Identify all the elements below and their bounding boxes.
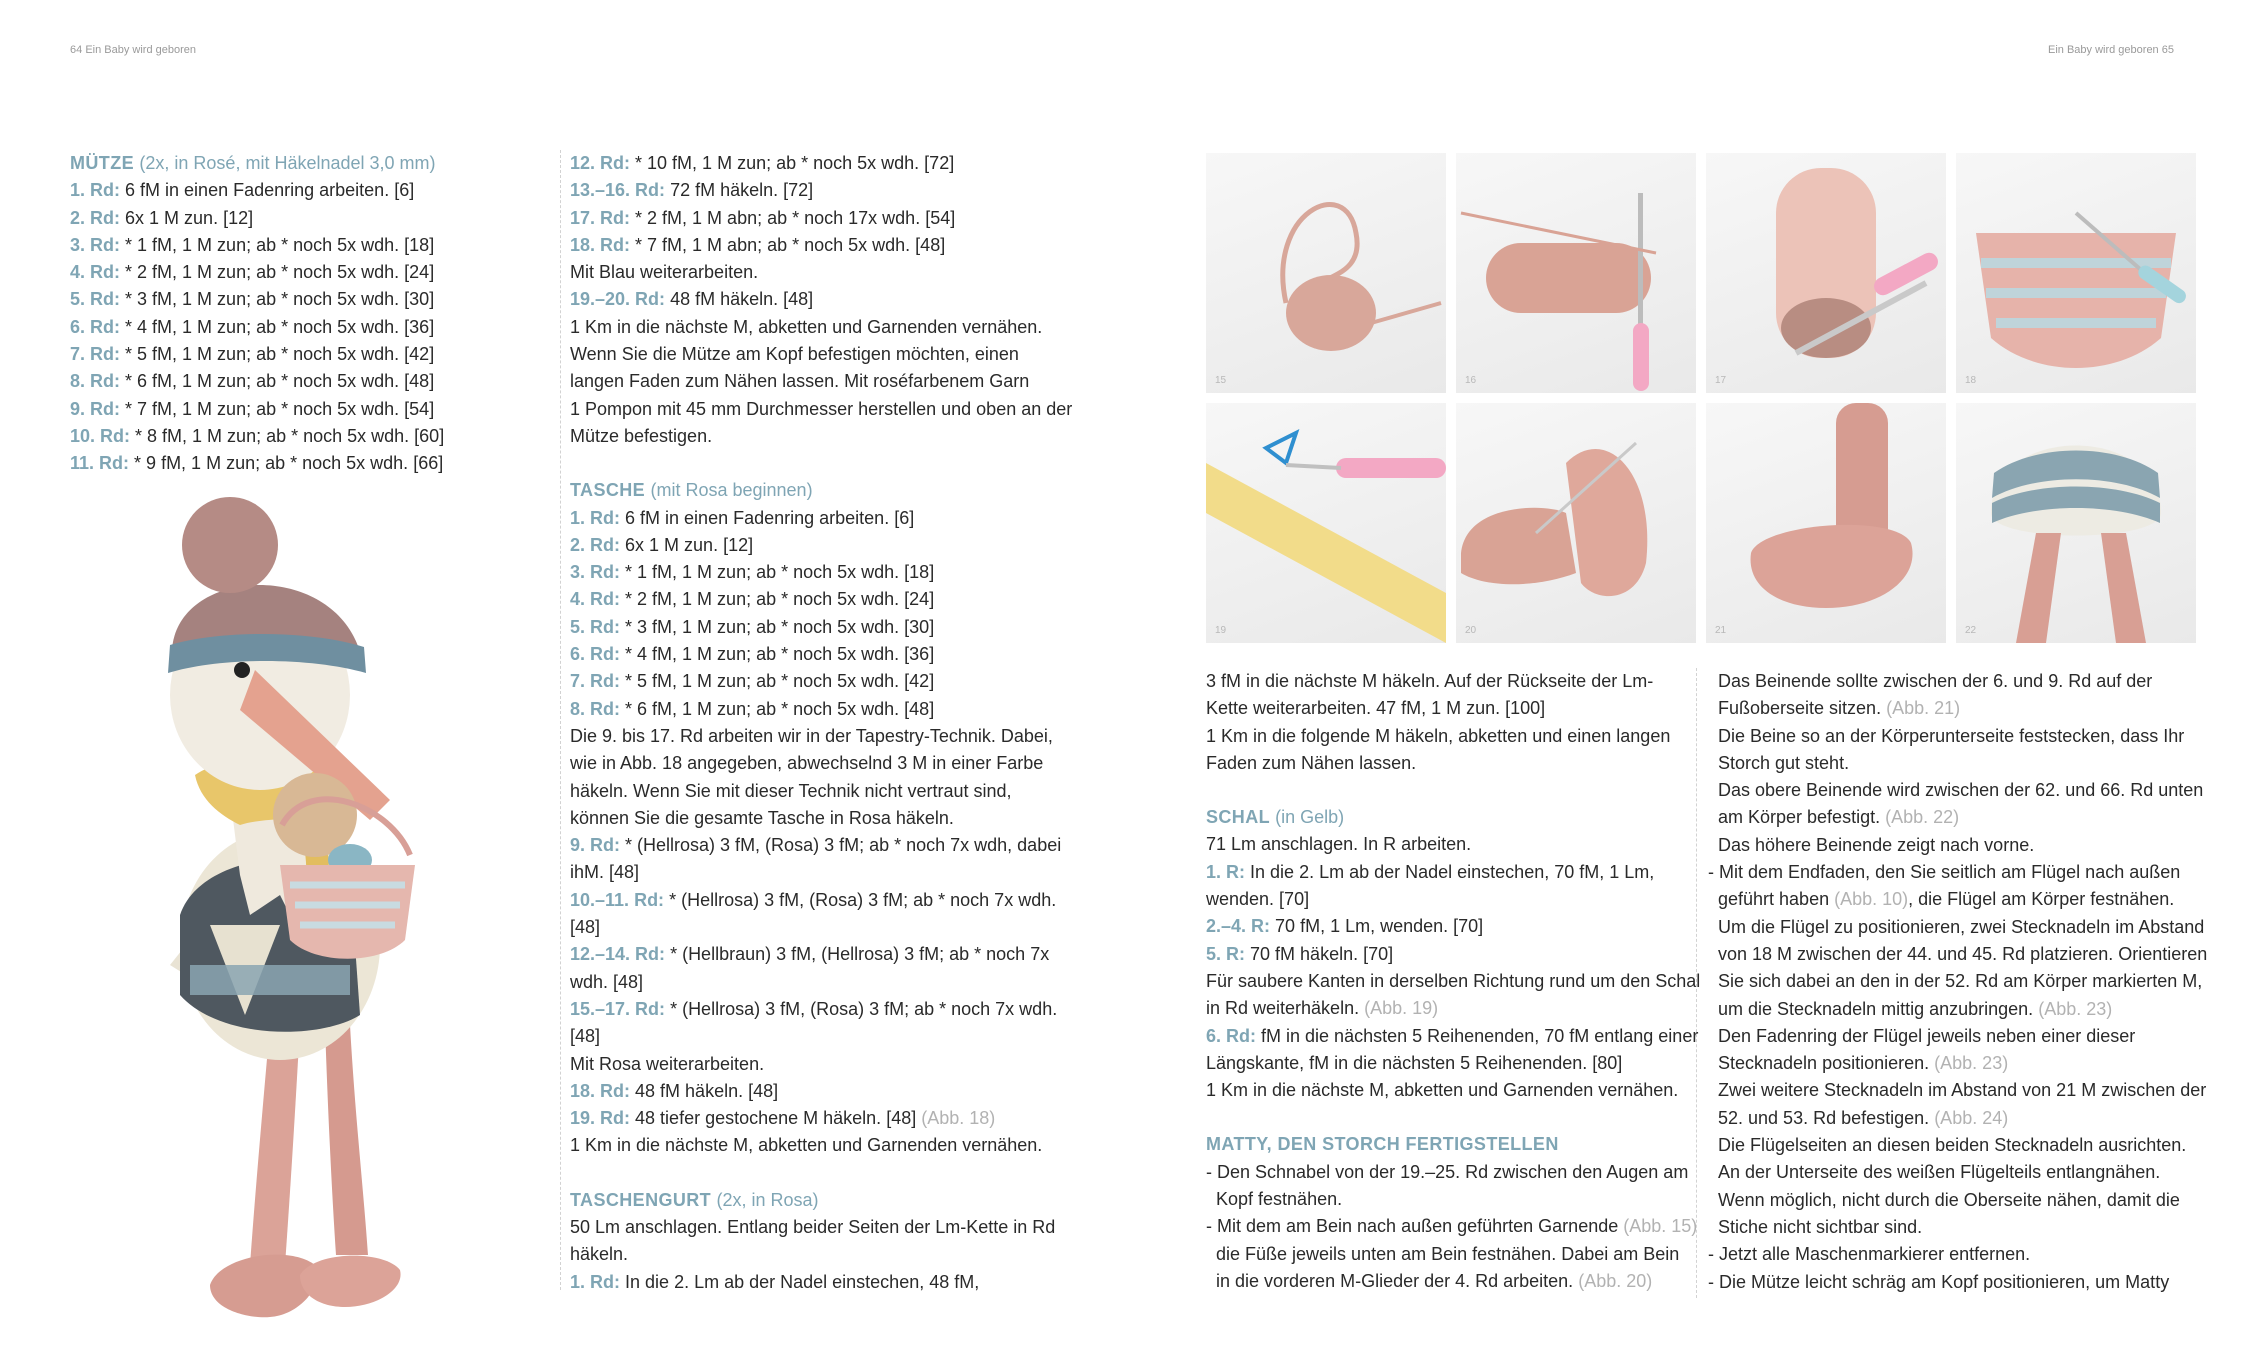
foot-needle-icon	[1456, 403, 1696, 643]
figure-reference: (Abb. 21)	[1886, 698, 1961, 719]
matty-heading: MATTY, DEN STORCH FERTIGSTELLEN	[1206, 1134, 1559, 1155]
page-number-left: 64	[70, 44, 83, 56]
instruction-line: Die Flügelseiten an diesen beiden Stecknadeln ausrichten.	[1718, 1135, 2187, 1156]
muetze-row: 18. Rd: * 7 fM, 1 M abn; ab * noch 5x wdh. [48]	[570, 234, 946, 255]
instruction-line: Den Fadenring der Flügel jeweils neben einer dieser	[1718, 1025, 2136, 1046]
tasche-row: 5. Rd: * 3 fM, 1 M zun; ab * noch 5x wdh. [30]	[570, 616, 935, 637]
tasche-row: 15.–17. Rd: * (Hellrosa) 3 fM, (Rosa) 3 fM; ab * noch 7x wdh.	[570, 998, 1058, 1019]
muetze-row: 19.–20. Rd: 48 fM häkeln. [48]	[570, 289, 814, 310]
schal-row: 2.–4. R: 70 fM, 1 Lm, wenden. [70]	[1206, 916, 1484, 937]
muetze-row: 5. Rd: * 3 fM, 1 M zun; ab * noch 5x wdh. [30]	[70, 289, 435, 310]
bullet-item-cont: die Füße jeweils unten am Bein festnähen. Dabei am Bein	[1216, 1243, 1680, 1264]
muetze-row: 3. Rd: * 1 fM, 1 M zun; ab * noch 5x wdh. [18]	[70, 234, 435, 255]
bullet-item-cont: in die vorderen M-Glieder der 4. Rd arbeiten. (Abb. 20)	[1216, 1270, 1653, 1291]
color-change-note: Mit Blau weiterarbeiten.	[570, 262, 759, 283]
tasche-row-cont: [48]	[570, 917, 601, 938]
figure-reference: (Abb. 24)	[1934, 1107, 2009, 1128]
instruction-line: Die Beine so an der Körperunterseite feststecken, dass Ihr	[1718, 725, 2185, 746]
running-header-right	[2048, 44, 2174, 56]
muetze-heading: MÜTZE (2x, in Rosé, mit Häkelnadel 3,0 mm)	[70, 153, 436, 173]
photo-step-17	[1706, 153, 1946, 393]
bullet-item: - Mit dem Endfaden, den Sie seitlich am Flügel nach außen	[1708, 862, 2181, 883]
instruction-line: häkeln.	[570, 1244, 629, 1265]
bullet-item: - Die Mütze leicht schräg am Kopf positionieren, um Matty	[1708, 1271, 2170, 1292]
photo-number: 15	[1215, 375, 1227, 386]
photo-step-20	[1456, 403, 1696, 643]
schal-row: 6. Rd: fM in die nächsten 5 Reihenenden, 70 fM entlang einer	[1206, 1025, 1699, 1046]
instruction-line: 1 Km in die nächste M, abketten und Garnenden vernähen.	[570, 316, 1043, 337]
instruction-line: Das obere Beinende wird zwischen der 62. und 66. Rd unten	[1718, 780, 2204, 801]
instruction-line: Fußoberseite sitzen. (Abb. 21)	[1718, 698, 1961, 719]
instruction-line: Das höhere Beinende zeigt nach vorne.	[1718, 834, 2035, 855]
tasche-row: 19. Rd: 48 tiefer gestochene M häkeln. [48] (Abb. 18)	[570, 1108, 996, 1129]
schal-row: 5. R: 70 fM häkeln. [70]	[1206, 943, 1394, 964]
instruction-line: Mütze befestigen.	[570, 425, 713, 446]
photo-step-19	[1206, 403, 1446, 643]
instruction-line: häkeln. Wenn Sie mit dieser Technik nicht vertraut sind,	[570, 780, 1012, 801]
column-muetze	[70, 150, 444, 478]
photo-step-22	[1956, 403, 2196, 643]
muetze-row: 4. Rd: * 2 fM, 1 M zun; ab * noch 5x wdh. [24]	[70, 262, 435, 283]
instruction-line: Storch gut steht.	[1718, 752, 1850, 773]
tasche-row-cont: wdh. [48]	[570, 971, 644, 992]
schal-row-cont: wenden. [70]	[1206, 889, 1310, 910]
schal-heading: SCHAL (in Gelb)	[1206, 807, 1345, 828]
muetze-row: 8. Rd: * 6 fM, 1 M zun; ab * noch 5x wdh. [48]	[70, 371, 435, 392]
instruction-line: langen Faden zum Nähen lassen. Mit roséfarbenem Garn	[570, 371, 1030, 392]
bullet-item: - Jetzt alle Maschenmarkierer entfernen.	[1708, 1244, 2031, 1265]
figure-reference: (Abb. 15)	[1623, 1216, 1698, 1237]
bullet-item: - Mit dem am Bein nach außen geführten Garnende (Abb. 15)	[1206, 1216, 1698, 1237]
gurt-row: 1. Rd: In die 2. Lm ab der Nadel einstechen, 48 fM,	[570, 1271, 980, 1292]
photo-number: 22	[1965, 625, 1977, 636]
yellow-strip-marker-icon	[1206, 403, 1446, 643]
instruction-line: um die Stecknadeln mittig anzubringen. (Abb. 23)	[1718, 998, 2113, 1019]
instruction-line: Faden zum Nähen lassen.	[1206, 752, 1417, 773]
instruction-line: in Rd weiterhäkeln. (Abb. 19)	[1206, 998, 1439, 1019]
instruction-line: 1 Pompon mit 45 mm Durchmesser herstellen und oben an der	[570, 398, 1073, 419]
muetze-row: 10. Rd: * 8 fM, 1 M zun; ab * noch 5x wdh. [60]	[70, 425, 445, 446]
leg-with-foot-icon	[1706, 403, 1946, 643]
photo-number: 19	[1215, 625, 1227, 636]
muetze-row: 9. Rd: * 7 fM, 1 M zun; ab * noch 5x wdh. [54]	[70, 398, 435, 419]
tasche-row: 1. Rd: 6 fM in einen Fadenring arbeiten. [6]	[570, 507, 915, 528]
tasche-row-cont: ihM. [48]	[570, 862, 640, 883]
muetze-row: 13.–16. Rd: 72 fM häkeln. [72]	[570, 180, 814, 201]
bullet-item-cont: Kopf festnähen.	[1216, 1189, 1343, 1210]
tasche-heading: TASCHE (mit Rosa beginnen)	[570, 480, 813, 501]
tasche-row: 2. Rd: 6x 1 M zun. [12]	[570, 534, 754, 555]
instruction-line: von 18 M zwischen der 44. und 45. Rd platzieren. Orientieren	[1718, 943, 2208, 964]
photo-number: 18	[1965, 375, 1977, 386]
running-header-left	[70, 44, 196, 56]
column-fertigstellen	[1708, 668, 2207, 1296]
instruction-line: können Sie die gesamte Tasche in Rosa häkeln.	[570, 807, 954, 828]
column-separator	[1696, 668, 1697, 1298]
photo-number: 17	[1715, 375, 1727, 386]
column-schal	[1206, 668, 1700, 1295]
instruction-line: Wenn möglich, nicht durch die Oberseite nähen, damit die	[1718, 1189, 2180, 1210]
figure-reference: (Abb. 19)	[1364, 998, 1439, 1019]
color-change-note: Mit Rosa weiterarbeiten.	[570, 1053, 765, 1074]
instruction-line: 1 Km in die folgende M häkeln, abketten und einen langen	[1206, 725, 1671, 746]
instruction-line: Wenn Sie die Mütze am Kopf befestigen möchten, einen	[570, 344, 1019, 365]
tapestry-basket-icon	[1956, 153, 2196, 393]
bullet-item: - Den Schnabel von der 19.–25. Rd zwischen den Augen am	[1206, 1161, 1689, 1182]
instruction-line: Sie sich dabei an den in der 52. Rd am Körper markierten M,	[1718, 971, 2203, 992]
instruction-line: 3 fM in die nächste M häkeln. Auf der Rückseite der Lm-	[1206, 671, 1654, 691]
instruction-line: 50 Lm anschlagen. Entlang beider Seiten der Lm-Kette in Rd	[570, 1216, 1056, 1237]
photo-step-21	[1706, 403, 1946, 643]
muetze-row: 1. Rd: 6 fM in einen Fadenring arbeiten. [6]	[70, 180, 415, 201]
figure-reference: (Abb. 18)	[921, 1108, 996, 1129]
page-number-right: 65	[2161, 44, 2174, 56]
schal-row-cont: Längskante, fM in die nächsten 5 Reihenenden. [80]	[1206, 1052, 1623, 1073]
instruction-line: Stecknadeln positionieren. (Abb. 23)	[1718, 1053, 2009, 1074]
tasche-row: 3. Rd: * 1 fM, 1 M zun; ab * noch 5x wdh. [18]	[570, 562, 935, 583]
muetze-row: 6. Rd: * 4 fM, 1 M zun; ab * noch 5x wdh. [36]	[70, 316, 435, 337]
chapter-title-left: Ein Baby wird geboren	[85, 44, 196, 56]
photo-step-15	[1206, 153, 1446, 393]
instruction-line: Die 9. bis 17. Rd arbeiten wir in der Tapestry-Technik. Dabei,	[570, 725, 1053, 746]
stork-legs-icon	[1956, 403, 2196, 643]
instruction-line: Kette weiterarbeiten. 47 fM, 1 M zun. [100]	[1206, 698, 1546, 719]
instruction-line: Für saubere Kanten in derselben Richtung rund um den Schal	[1206, 970, 1701, 991]
figure-reference: (Abb. 20)	[1578, 1270, 1653, 1291]
photo-number: 20	[1465, 625, 1477, 636]
tasche-row: 4. Rd: * 2 fM, 1 M zun; ab * noch 5x wdh. [24]	[570, 589, 935, 610]
tasche-row: 8. Rd: * 6 fM, 1 M zun; ab * noch 5x wdh. [48]	[570, 698, 935, 719]
muetze-row: 12. Rd: * 10 fM, 1 M zun; ab * noch 5x wdh. [72]	[570, 153, 955, 173]
photo-number: 16	[1465, 375, 1477, 386]
muetze-row: 2. Rd: 6x 1 M zun. [12]	[70, 207, 254, 228]
crochet-tube-hook-icon	[1456, 153, 1696, 393]
tasche-row: 18. Rd: 48 fM häkeln. [48]	[570, 1080, 779, 1101]
figure-reference: (Abb. 10)	[1834, 889, 1909, 910]
instruction-line: An der Unterseite des weißen Flügelteils entlangnähen.	[1718, 1162, 2161, 1183]
column-separator	[560, 150, 561, 1290]
instruction-line: 52. und 53. Rd befestigen. (Abb. 24)	[1718, 1107, 2009, 1128]
muetze-row: 7. Rd: * 5 fM, 1 M zun; ab * noch 5x wdh. [42]	[70, 344, 435, 365]
photo-number: 21	[1715, 625, 1727, 636]
instruction-line: 1 Km in die nächste M, abketten und Garnenden vernähen.	[1206, 1080, 1679, 1101]
instruction-line: Um die Flügel zu positionieren, zwei Stecknadeln im Abstand	[1718, 916, 2205, 937]
stork-amigurumi-image	[150, 495, 550, 1325]
taschengurt-heading: TASCHENGURT (2x, in Rosa)	[570, 1189, 819, 1210]
instruction-line: wie in Abb. 18 angegeben, abwechselnd 3 M in einer Farbe	[570, 753, 1044, 774]
photo-step-16	[1456, 153, 1696, 393]
photo-step-18	[1956, 153, 2196, 393]
tasche-row-cont: [48]	[570, 1026, 601, 1047]
chapter-title-right: Ein Baby wird geboren	[2048, 44, 2159, 56]
tasche-row: 10.–11. Rd: * (Hellrosa) 3 fM, (Rosa) 3 fM; ab * noch 7x wdh.	[570, 889, 1057, 910]
muetze-row: 11. Rd: * 9 fM, 1 M zun; ab * noch 5x wdh. [66]	[70, 453, 444, 474]
tasche-row: 9. Rd: * (Hellrosa) 3 fM, (Rosa) 3 fM; ab * noch 7x wdh, dabei	[570, 835, 1062, 856]
figure-reference: (Abb. 23)	[1934, 1053, 2009, 1074]
figure-reference: (Abb. 23)	[2038, 998, 2113, 1019]
bullet-item-cont: geführt haben (Abb. 10), die Flügel am Körper festnähen.	[1718, 889, 2175, 910]
open-leg-hook-icon	[1706, 153, 1946, 393]
muetze-row: 17. Rd: * 2 fM, 1 M abn; ab * noch 17x wdh. [54]	[570, 207, 956, 228]
figure-reference: (Abb. 22)	[1885, 807, 1960, 828]
instruction-line: Zwei weitere Stecknadeln im Abstand von 21 M zwischen der	[1718, 1080, 2207, 1101]
instruction-line: Das Beinende sollte zwischen der 6. und 9. Rd auf der	[1718, 671, 2153, 691]
instruction-line: am Körper befestigt. (Abb. 22)	[1718, 807, 1960, 828]
yarn-ring-icon	[1206, 153, 1446, 393]
instruction-line: 1 Km in die nächste M, abketten und Garnenden vernähen.	[570, 1135, 1043, 1156]
instruction-line: 71 Lm anschlagen. In R arbeiten.	[1206, 834, 1472, 855]
tasche-row: 7. Rd: * 5 fM, 1 M zun; ab * noch 5x wdh. [42]	[570, 671, 935, 692]
column-tasche	[570, 150, 1072, 1296]
tasche-row: 6. Rd: * 4 fM, 1 M zun; ab * noch 5x wdh. [36]	[570, 644, 935, 665]
schal-row: 1. R: In die 2. Lm ab der Nadel einstechen, 70 fM, 1 Lm,	[1206, 861, 1655, 882]
tasche-row: 12.–14. Rd: * (Hellbraun) 3 fM, (Hellrosa) 3 fM; ab * noch 7x	[570, 944, 1050, 965]
instruction-line: Stiche nicht sichtbar sind.	[1718, 1216, 1923, 1237]
